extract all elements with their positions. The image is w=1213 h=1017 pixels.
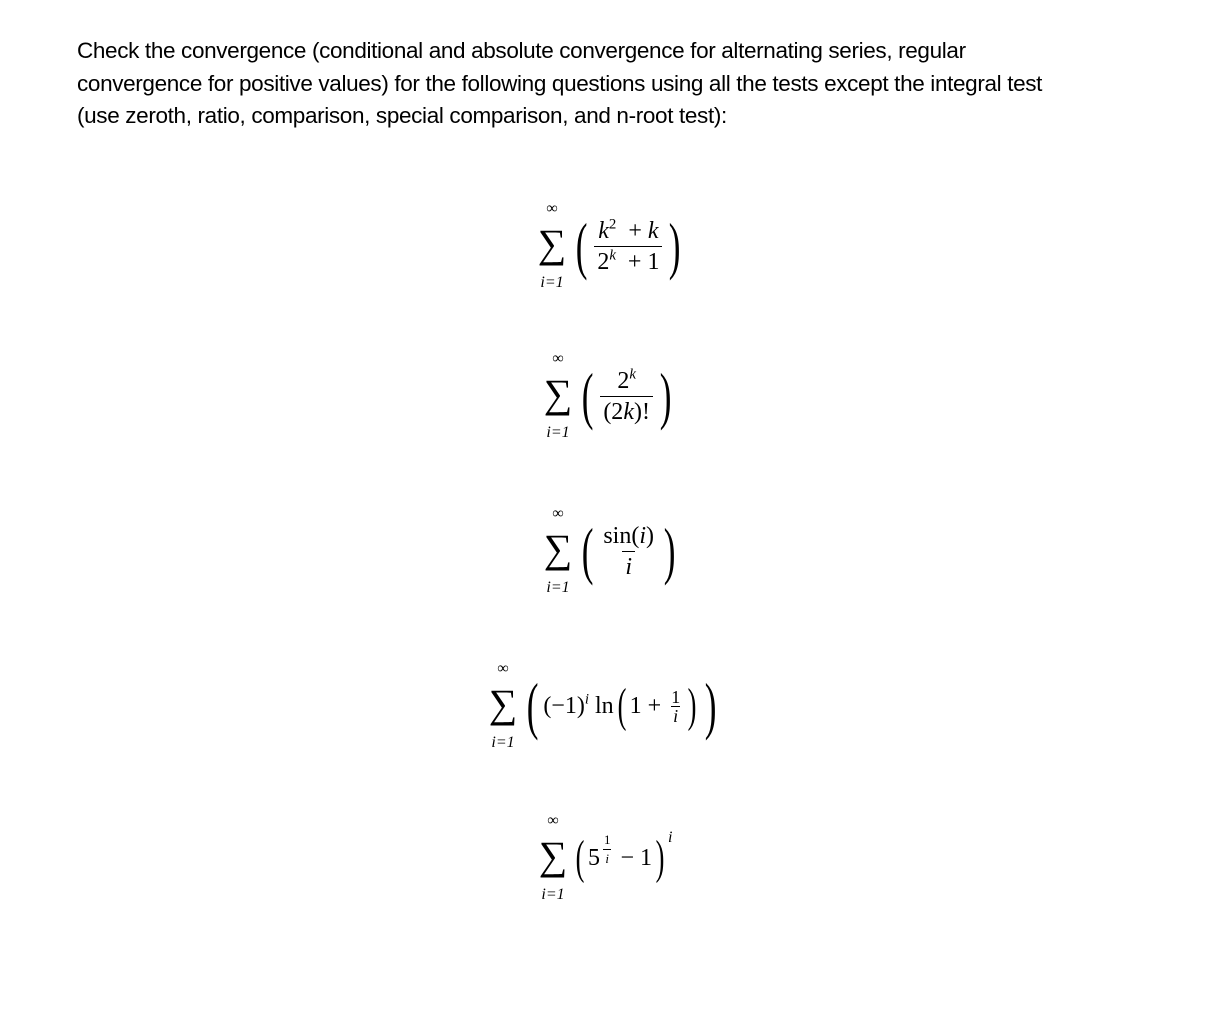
denominator: (2k)! <box>600 396 653 425</box>
summation-symbol: ∞ ∑ i=1 <box>488 660 518 751</box>
summation-symbol: ∞ ∑ i=1 <box>538 812 568 903</box>
prompt-line: Check the convergence (conditional and absolute convergence for alternating series, regular <box>77 38 966 63</box>
fraction <box>600 365 653 425</box>
series-2: ∞ ∑ i=1 ( $\frac{2^k}{(2k)!}$ ) <box>543 350 672 441</box>
fraction <box>594 215 662 275</box>
denominator: i <box>622 551 635 580</box>
summation-symbol: ∞ ∑ i=1 <box>543 505 573 596</box>
problem-statement <box>77 35 1137 133</box>
summation-symbol: ∞ ∑ i=1 <box>543 350 573 441</box>
alternating-factor: $(-1)^i$ <box>543 690 589 719</box>
prompt-line: convergence for positive values) for the following questions using all the tests except the integral test <box>77 70 1043 96</box>
series-3: ∞ ∑ i=1 ( $\frac{\sin(i)}{i}$ ) <box>543 505 676 596</box>
series-1: ∞ ∑ i=1 ( $\frac{k^2 + k}{2^k + 1}$ ) <box>537 200 681 291</box>
numerator: sin(i) <box>603 522 654 549</box>
series-5: ∞ ∑ i=1 ( 5 $\frac{1}{i}$ − 1 ) i <box>538 812 673 903</box>
prompt-line: (use zeroth, ratio, comparison, special comparison, and n-root test): <box>77 103 727 128</box>
numerator: 2$^k$ <box>617 365 636 394</box>
natural-log: ln <box>594 692 614 719</box>
numerator: $k^2 + k$ <box>598 215 659 244</box>
fraction <box>600 523 657 580</box>
denominator: 2$^k$ + 1 <box>594 246 662 275</box>
fraction: $\frac{1}{i}$ <box>671 686 681 726</box>
summation-symbol: ∞ ∑ i=1 <box>537 200 567 291</box>
exponent-fraction: $\frac{1}{i}$ <box>603 831 611 866</box>
series-4: ∞ ∑ i=1 ( $(-1)^i$ ln ( 1 + $\frac{1}{i}$ ) ) <box>488 660 717 751</box>
